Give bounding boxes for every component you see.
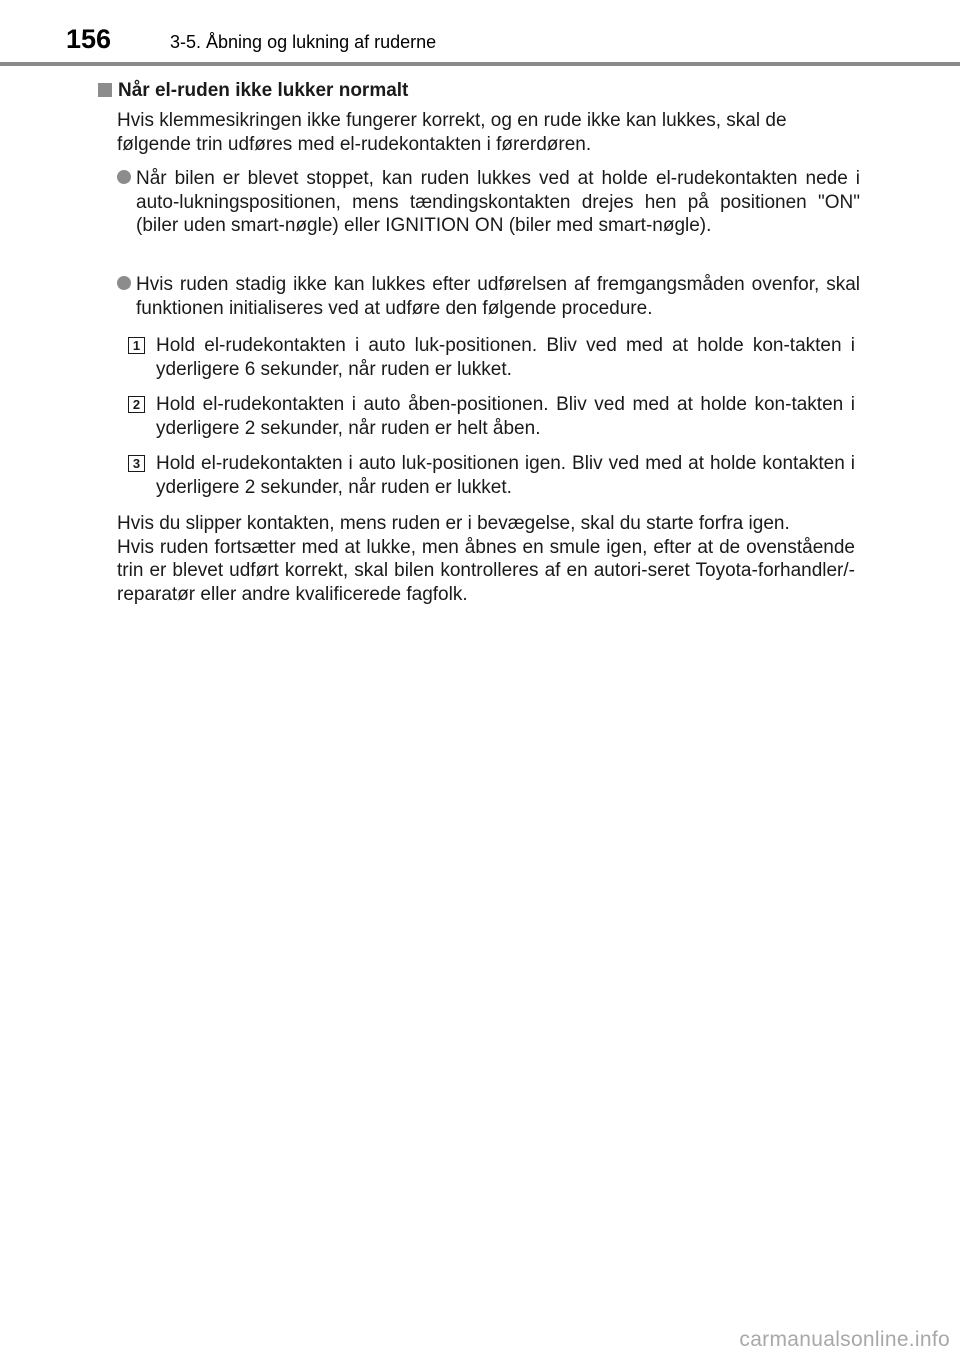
- closing-paragraph: Hvis du slipper kontakten, mens ruden er i bevægelse, skal du starte forfra igen.: [117, 513, 790, 534]
- bullet-text: Hvis ruden stadig ikke kan lukkes efter udførelsen af fremgangsmåden ovenfor, skal funktionen initialiseres ved at udføre den følgende procedure.: [136, 274, 860, 319]
- watermark: carmanualsonline.info: [739, 1328, 950, 1351]
- step-text: Hold el-rudekontakten i auto luk-positionen. Bliv ved med at holde kon-takten i yderligere 6 sekunder, når ruden er lukket.: [156, 335, 855, 380]
- step-text: Hold el-rudekontakten i auto luk-positionen igen. Bliv ved med at holde kontakten i yderligere 2 sekunder, når ruden er lukket.: [156, 453, 855, 498]
- closing-paragraph: Hvis ruden fortsætter med at lukke, men åbnes en smule igen, efter at de ovenstående trin er blevet udført korrekt, skal bilen kontrolleres af en autori-seret Toyota-forhandler/-reparatør eller andre kvalificerede fagfolk.: [117, 536, 855, 605]
- step-text: Hold el-rudekontakten i auto åben-positionen. Bliv ved med at holde kon-takten i yderligere 2 sekunder, når ruden er helt åben.: [156, 394, 855, 439]
- section-title: 3-5. Åbning og lukning af ruderne: [170, 32, 437, 52]
- section-heading-text: Når el-ruden ikke lukker normalt: [118, 80, 409, 101]
- page-header: [0, 0, 960, 64]
- closing-paragraphs: [117, 512, 855, 606]
- intro-paragraph: Hvis klemmesikringen ikke fungerer korrekt, og en rude ikke kan lukkes, skal de følgende trin udføres med el-rudekontakten i førerdøren.: [117, 110, 787, 155]
- section-heading: [98, 80, 408, 102]
- step-number-badge: 3: [128, 455, 145, 472]
- circle-bullet-icon: [117, 276, 131, 290]
- circle-bullet-icon: [117, 170, 131, 184]
- step-number-badge: 1: [128, 337, 145, 354]
- square-bullet-icon: [98, 83, 112, 97]
- header-divider: [0, 62, 960, 66]
- bullet-text: Når bilen er blevet stoppet, kan ruden lukkes ved at holde el-rudekontakten nede i auto-lukningspositionen, mens tændingskontakten drejes hen på positionen "ON" (biler uden smart-nøgle) eller IGNITION ON (biler med smart-nøgle).: [136, 168, 860, 236]
- step-number-badge: 2: [128, 396, 145, 413]
- page-number: 156: [66, 24, 112, 54]
